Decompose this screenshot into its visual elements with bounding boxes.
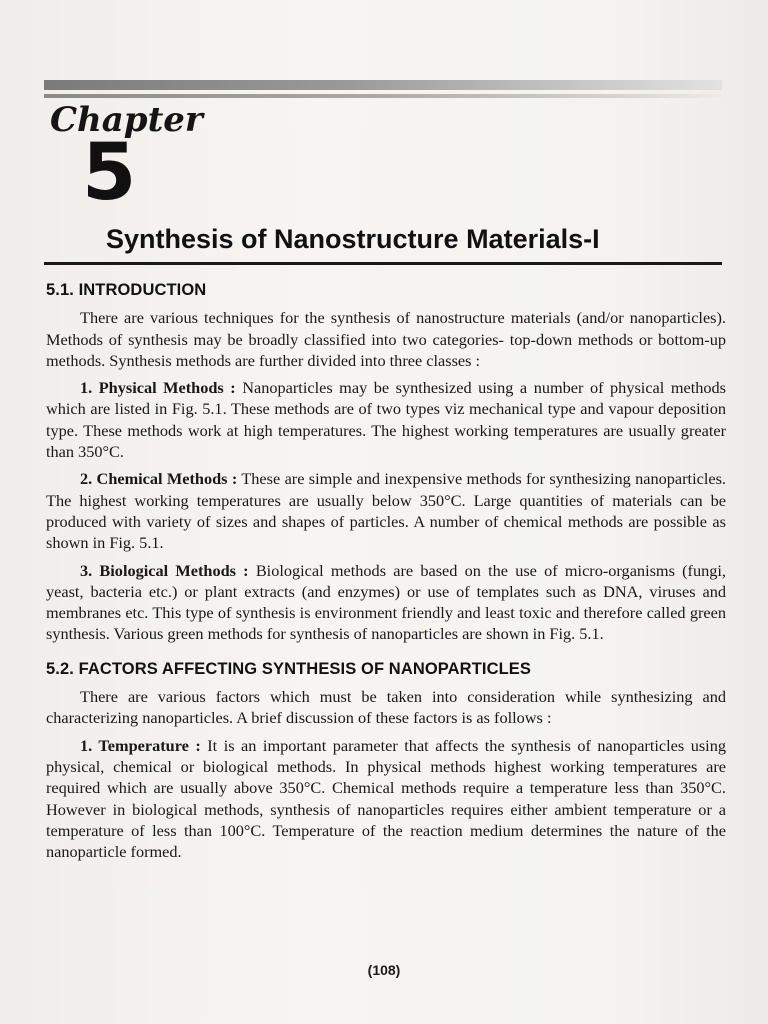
- header-rule-thin: [44, 94, 722, 98]
- chapter-title: Synthesis of Nanostructure Materials-I: [106, 224, 600, 254]
- term-temperature: 1. Temperature :: [80, 735, 201, 755]
- header-rule-thick: [44, 80, 722, 90]
- chapter-number: 5: [82, 128, 137, 218]
- paragraph-physical-methods: [46, 377, 726, 462]
- paragraph-biological-methods: [46, 560, 726, 645]
- chapter-label: Chapter: [50, 100, 203, 140]
- paragraph-factors-intro: There are various factors which must be taken into consideration while synthesizing and characterizing nanoparticles. A brief discussion of these factors is as follows :: [46, 687, 726, 728]
- paragraph-introduction: There are various techniques for the synthesis of nanostructure materials (and/or nanoparticles). Methods of synthesis may be broadly classified into two categories- top-down methods or bottom-up methods. Synthesis methods are further divided into three classes :: [46, 308, 726, 370]
- term-physical-methods: 1. Physical Methods :: [80, 378, 236, 398]
- section-heading-introduction: 5.1. INTRODUCTION: [46, 281, 207, 299]
- title-underline: [44, 262, 722, 265]
- text-chemical-methods: These are simple and inexpensive methods for synthesizing nanoparticles. The highest working temperatures are usually below 350°C. Large quantities of materials can be produced with variety of sizes and shapes of particles. A number of chemical methods are possible as shown in Fig. 5.1.: [46, 469, 726, 553]
- paragraph-chemical-methods: [46, 468, 726, 553]
- text-physical-methods: Nanoparticles may be synthesized using a number of physical methods which are listed in Fig. 5.1. These methods are of two types viz mechanical type and vapour deposition type. These methods work at high temperatures. The highest working temperatures are usually greater than 350°C.: [46, 378, 726, 462]
- term-chemical-methods: 2. Chemical Methods :: [80, 469, 238, 489]
- paragraph-temperature: [46, 735, 726, 863]
- section-heading-factors: 5.2. FACTORS AFFECTING SYNTHESIS OF NANOPARTICLES: [46, 659, 531, 678]
- page-number: (108): [367, 962, 401, 978]
- text-temperature: It is an important parameter that affects the synthesis of nanoparticles using physical, chemical or biological methods. In physical methods highest working temperatures are required which are usually above 350°C. Chemical methods require a temperature less than 350°C. However in biological methods, synthesis of nanoparticles requires either ambient temperature or a temperature of less than 100°C. Temperature of the reaction medium determines the nature of the nanoparticle formed.: [46, 735, 726, 862]
- term-biological-methods: 3. Biological Methods :: [80, 560, 249, 580]
- text-biological-methods: Biological methods are based on the use of micro-organisms (fungi, yeast, bacteria etc.) or plant extracts (and enzymes) or use of templates such as DNA, viruses and membranes etc. This type of synthesis is environment friendly and least toxic and therefore called green synthesis. Various green methods for synthesis of nanoparticles are shown in Fig. 5.1.: [46, 560, 726, 644]
- body-content: [46, 280, 726, 868]
